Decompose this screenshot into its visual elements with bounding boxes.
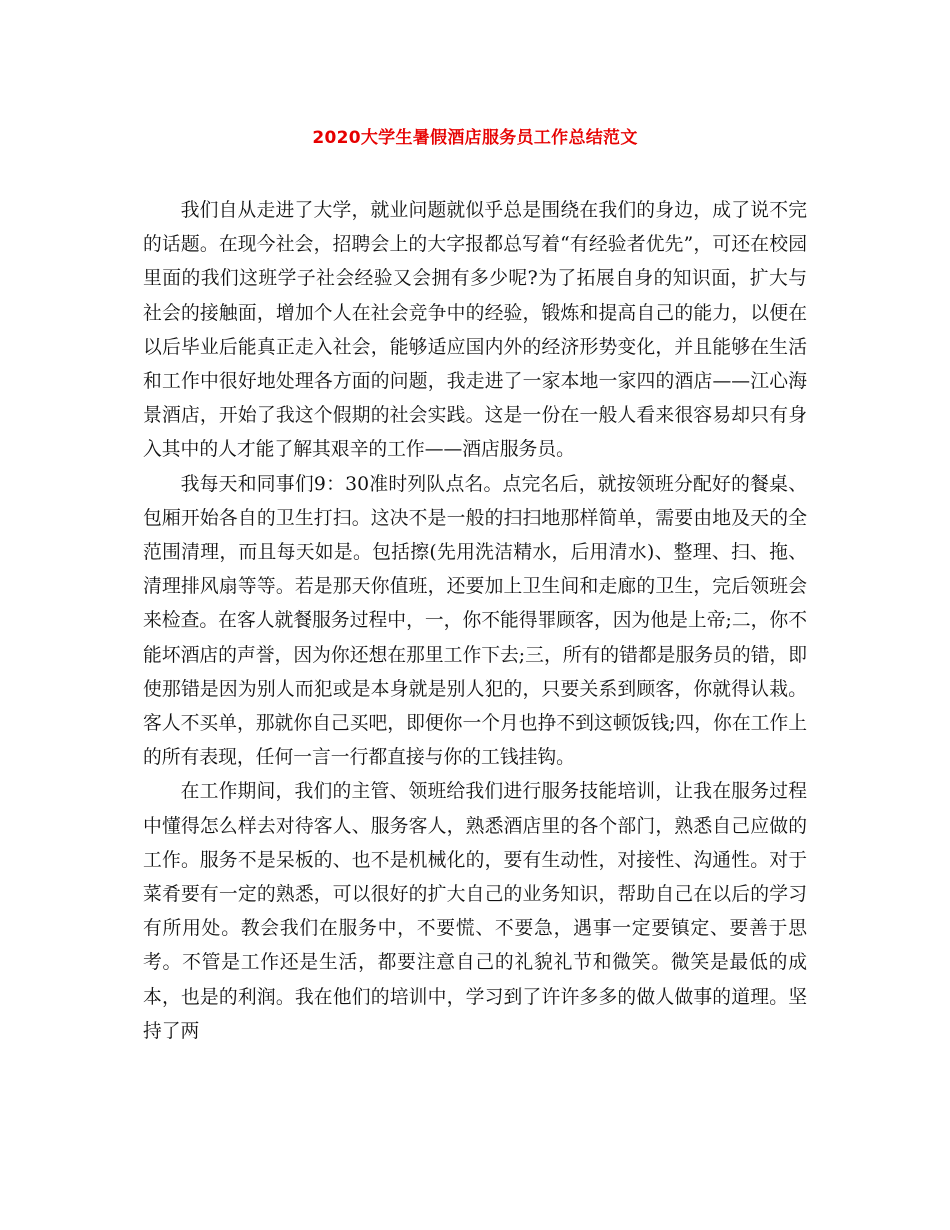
document-body	[143, 194, 807, 1049]
paragraph: 我每天和同事们9：30准时列队点名。点完名后，就按领班分配好的餐桌、包厢开始各自的卫生打扫。这决不是一般的扫扫地那样简单，需要由地及天的全范围清理，而且每天如是。包括擦(先用洗洁精水，后用清水)、整理、扫、拖、清理排风扇等等。若是那天你值班，还要加上卫生间和走廊的卫生，完后领班会来检查。在客人就餐服务过程中，一，你不能得罪顾客，因为他是上帝;二，你不能坏酒店的声誉，因为你还想在那里工作下去;三，所有的错都是服务员的错，即使那错是因为别人而犯或是本身就是别人犯的，只要关系到顾客，你就得认栽。客人不买单，那就你自己买吧，即便你一个月也挣不到这顿饭钱;四，你在工作上的所有表现，任何一言一行都直接与你的工钱挂钩。	[143, 473, 807, 769]
paragraph: 在工作期间，我们的主管、领班给我们进行服务技能培训，让我在服务过程中懂得怎么样去对待客人、服务客人，熟悉酒店里的各个部门，熟悉自己应做的工作。服务不是呆板的、也不是机械化的，要有生动性，对接性、沟通性。对于菜肴要有一定的熟悉，可以很好的扩大自己的业务知识，帮助自己在以后的学习有所用处。教会我们在服务中，不要慌、不要急，遇事一定要镇定、要善于思考。不管是工作还是生活，都要注意自己的礼貌礼节和微笑。微笑是最低的成本，也是的利润。我在他们的培训中，学习到了许许多多的做人做事的道理。坚持了两	[143, 781, 807, 1042]
paragraph: 我们自从走进了大学，就业问题就似乎总是围绕在我们的身边，成了说不完的话题。在现今社会，招聘会上的大字报都总写着“有经验者优先”，可还在校园里面的我们这班学子社会经验又会拥有多少呢?为了拓展自身的知识面，扩大与社会的接触面，增加个人在社会竞争中的经验，锻炼和提高自己的能力，以便在以后毕业后能真正走入社会，能够适应国内外的经济形势变化，并且能够在生活和工作中很好地处理各方面的问题，我走进了一家本地一家四的酒店——江心海景酒店，开始了我这个假期的社会实践。这是一份在一般人看来很容易却只有身入其中的人才能了解其艰辛的工作——酒店服务员。	[143, 200, 807, 461]
document-title: 2020大学生暑假酒店服务员工作总结范文	[312, 128, 638, 148]
